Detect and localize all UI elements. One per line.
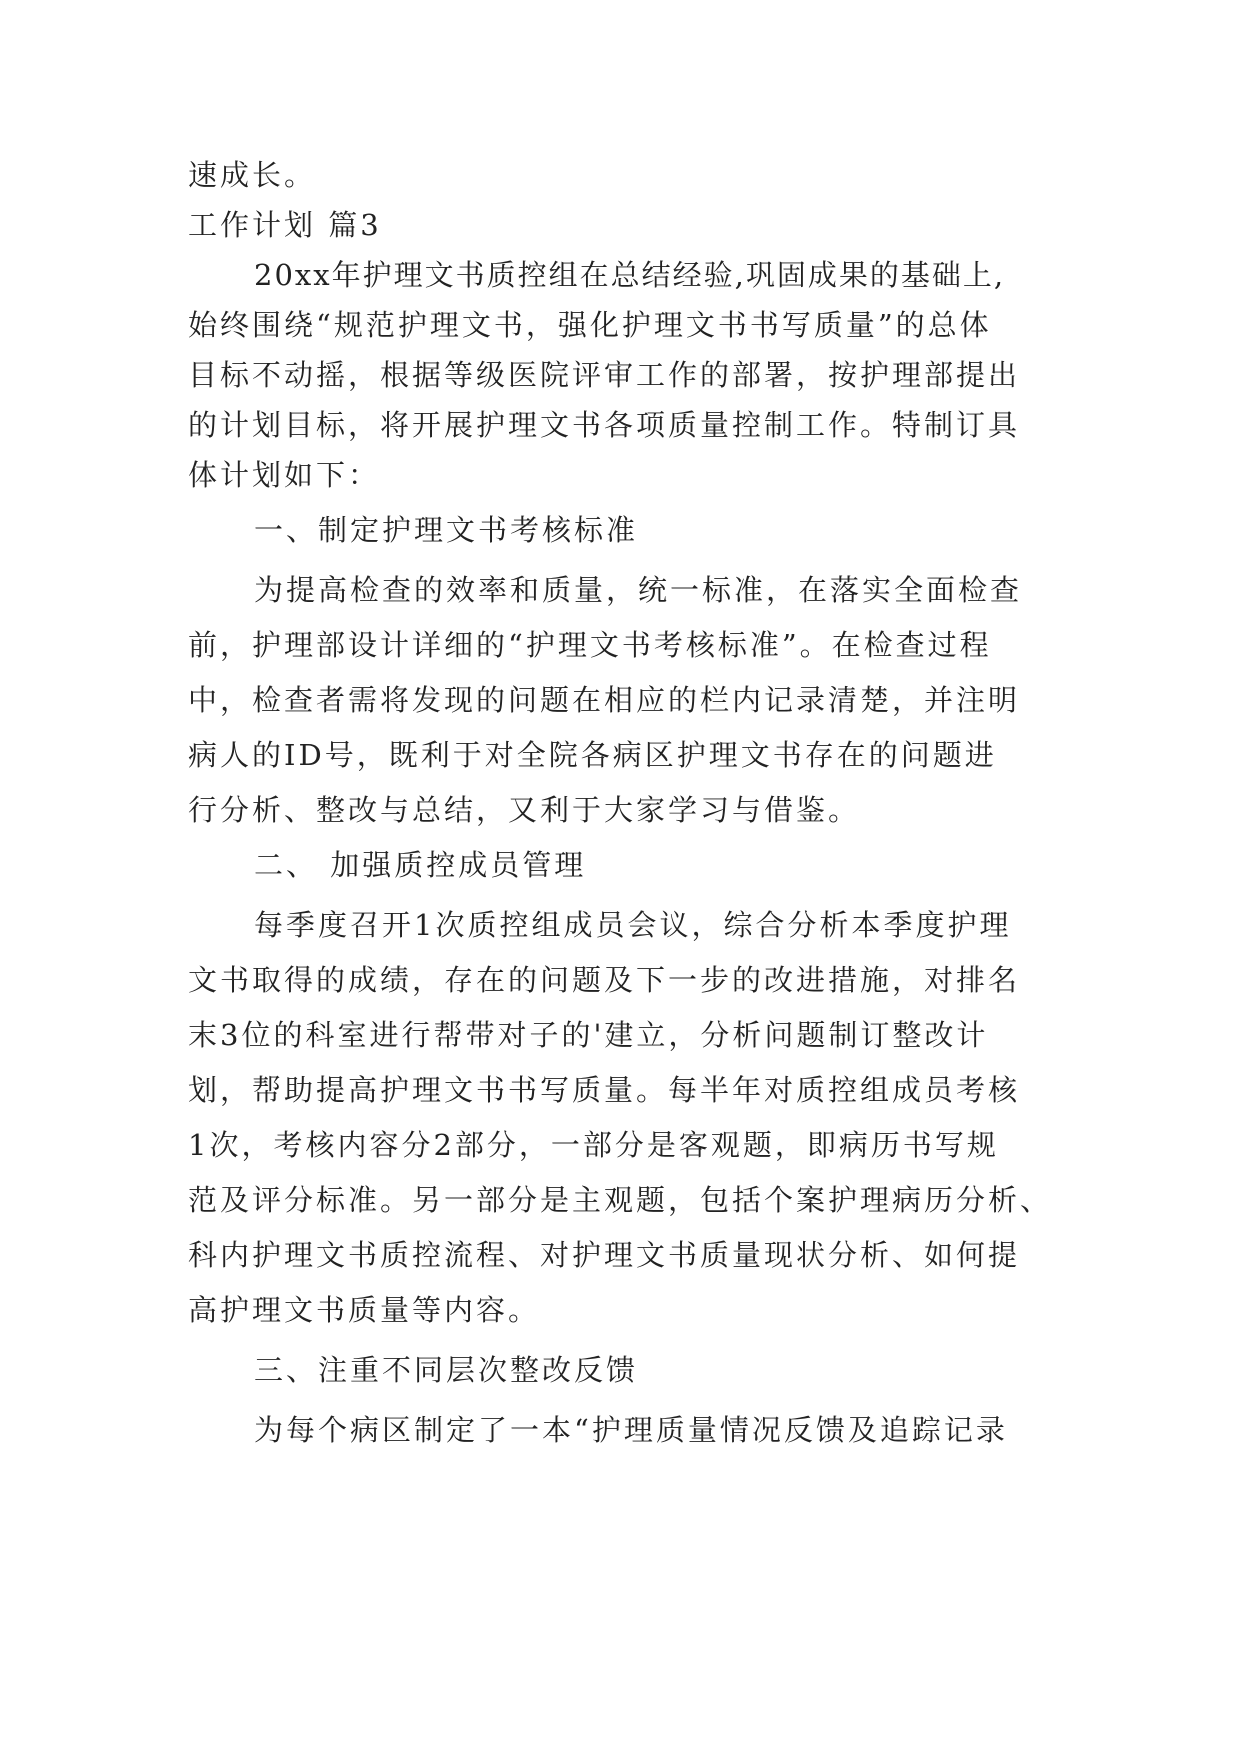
paragraph-line: 病人的ID号，既利于对全院各病区护理文书存在的问题进 (188, 738, 997, 772)
paragraph-line: 20xx年护理文书质控组在总结经验,巩固成果的基础上, (254, 258, 1006, 292)
paragraph-line: 目标不动摇，根据等级医院评审工作的部署，按护理部提出 (188, 358, 1021, 392)
paragraph-line: 为提高检查的效率和质量，统一标准，在落实全面检查 (254, 573, 1023, 607)
paragraph-line: 末3位的科室进行帮带对子的'建立，分析问题制订整改计 (188, 1018, 989, 1052)
paragraph-line: 1次，考核内容分2部分，一部分是客观题，即病历书写规 (188, 1128, 999, 1162)
paragraph-line: 体计划如下： (188, 458, 381, 492)
paragraph-line: 为每个病区制定了一本“护理质量情况反馈及追踪记录 (254, 1413, 1008, 1447)
text-line: 速成长。 (188, 158, 317, 192)
paragraph-line: 范及评分标准。另一部分是主观题，包括个案护理病历分析、 (188, 1183, 1053, 1217)
paragraph-line: 每季度召开1次质控组成员会议，综合分析本季度护理 (254, 908, 1012, 942)
subheading: 二、 加强质控成员管理 (254, 848, 587, 882)
subheading: 一、制定护理文书考核标准 (254, 513, 639, 547)
paragraph-line: 文书取得的成绩，存在的问题及下一步的改进措施，对排名 (188, 963, 1021, 997)
subheading: 三、注重不同层次整改反馈 (254, 1353, 639, 1387)
paragraph-line: 划，帮助提高护理文书书写质量。每半年对质控组成员考核 (188, 1073, 1021, 1107)
paragraph-line: 高护理文书质量等内容。 (188, 1293, 541, 1327)
paragraph-line: 行分析、整改与总结，又利于大家学习与借鉴。 (188, 793, 861, 827)
paragraph-line: 的计划目标，将开展护理文书各项质量控制工作。特制订具 (188, 408, 1021, 442)
paragraph-line: 始终围绕“规范护理文书，强化护理文书书写质量”的总体 (188, 308, 992, 342)
paragraph-line: 科内护理文书质控流程、对护理文书质量现状分析、如何提 (188, 1238, 1021, 1272)
paragraph-line: 前，护理部设计详细的“护理文书考核标准”。在检查过程 (188, 628, 992, 662)
paragraph-line: 中，检查者需将发现的问题在相应的栏内记录清楚，并注明 (188, 683, 1021, 717)
section-heading: 工作计划 篇3 (188, 208, 382, 242)
